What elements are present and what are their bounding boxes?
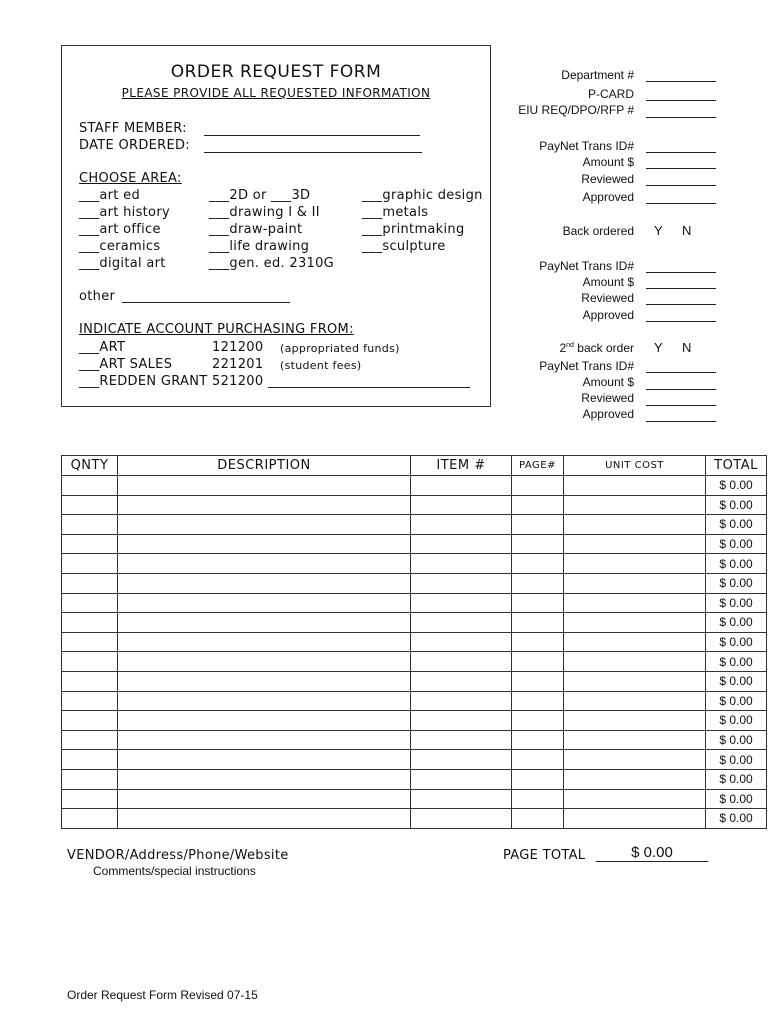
item-cell[interactable] [411,730,512,750]
page-cell[interactable] [512,730,564,750]
col-header-unit-cost: UNIT COST [564,456,706,476]
item-cell[interactable] [411,632,512,652]
vendor-label: VENDOR/Address/Phone/Website [67,848,289,863]
item-cell[interactable] [411,789,512,809]
reviewed-field[interactable] [646,304,716,305]
qnty-cell[interactable] [62,573,118,593]
unit-cost-cell[interactable] [564,476,706,496]
approved-field[interactable] [646,203,716,204]
item-cell[interactable] [411,495,512,515]
unit-cost-cell[interactable] [564,809,706,829]
total-cell: $ 0.00 [706,750,767,770]
total-cell: $ 0.00 [706,671,767,691]
page-cell[interactable] [512,652,564,672]
unit-cost-cell[interactable] [564,515,706,535]
table-row [62,613,767,633]
total-cell: $ 0.00 [706,652,767,672]
unit-cost-cell[interactable] [564,750,706,770]
qnty-cell[interactable] [62,691,118,711]
account-name[interactable]: ___REDDEN GRANT [79,374,208,389]
description-cell[interactable] [118,554,411,574]
amount-field[interactable] [646,288,716,289]
table-row [62,789,767,809]
table-header-row [62,456,767,476]
total-cell: $ 0.00 [706,711,767,731]
page-cell[interactable] [512,613,564,633]
area-option[interactable]: ___metals [362,205,429,220]
description-cell[interactable] [118,476,411,496]
col-header-total: TOTAL [706,456,767,476]
total-cell: $ 0.00 [706,534,767,554]
area-option[interactable]: ___drawing I & II [209,205,320,220]
date-ordered-field[interactable] [204,152,422,153]
page-cell[interactable] [512,691,564,711]
form-subtitle: PLEASE PROVIDE ALL REQUESTED INFORMATION [121,86,431,100]
account-name[interactable]: ___ART SALES [79,357,173,372]
area-option[interactable]: ___gen. ed. 2310G [209,256,335,271]
item-cell[interactable] [411,515,512,535]
item-cell[interactable] [411,652,512,672]
description-cell[interactable] [118,711,411,731]
unit-cost-cell[interactable] [564,554,706,574]
page-total-value: $ 0.00 [596,845,708,862]
total-cell: $ 0.00 [706,691,767,711]
table-row [62,515,767,535]
item-cell[interactable] [411,613,512,633]
second-back-order-number: 2 [559,341,567,355]
department-label: Department # [561,68,634,82]
total-cell: $ 0.00 [706,789,767,809]
paynet-label: PayNet Trans ID# [539,259,634,273]
table-row [62,769,767,789]
area-option[interactable]: ___art ed [79,188,140,203]
table-row [62,691,767,711]
unit-cost-cell[interactable] [564,632,706,652]
item-cell[interactable] [411,476,512,496]
total-cell: $ 0.00 [706,515,767,535]
order-info-box [61,45,491,407]
second-back-order-yes[interactable]: Y [654,340,663,355]
area-option[interactable]: ___life drawing [209,239,310,254]
account-number: 221201 [212,357,264,372]
area-option[interactable]: ___art office [79,222,161,237]
approved-field[interactable] [646,421,716,422]
unit-cost-cell[interactable] [564,789,706,809]
page-cell[interactable] [512,750,564,770]
amount-label: Amount $ [582,275,634,289]
redden-grant-field[interactable] [268,387,470,388]
unit-cost-cell[interactable] [564,593,706,613]
qnty-cell[interactable] [62,476,118,496]
back-ordered-no[interactable]: N [682,223,692,238]
unit-cost-cell[interactable] [564,730,706,750]
page-cell[interactable] [512,515,564,535]
item-cell[interactable] [411,534,512,554]
description-cell[interactable] [118,632,411,652]
order-table [61,455,767,829]
paynet-field[interactable] [646,152,716,153]
area-option[interactable]: ___draw-paint [209,222,303,237]
table-row [62,711,767,731]
qnty-cell[interactable] [62,769,118,789]
description-cell[interactable] [118,750,411,770]
total-cell: $ 0.00 [706,613,767,633]
table-row [62,632,767,652]
approved-field[interactable] [646,321,716,322]
area-option[interactable]: ___sculpture [362,239,446,254]
second-back-order-label [559,341,634,355]
second-back-order-suffix: nd [566,342,574,349]
unit-cost-cell[interactable] [564,573,706,593]
page-cell[interactable] [512,769,564,789]
second-back-order-no[interactable]: N [682,340,692,355]
qnty-cell[interactable] [62,515,118,535]
unit-cost-cell[interactable] [564,613,706,633]
other-field[interactable] [122,302,290,303]
other-label: other [79,289,116,304]
pcard-field[interactable] [646,100,716,101]
account-label: INDICATE ACCOUNT PURCHASING FROM: [79,322,354,337]
item-cell[interactable] [411,750,512,770]
unit-cost-cell[interactable] [564,534,706,554]
qnty-cell[interactable] [62,789,118,809]
qnty-cell[interactable] [62,632,118,652]
area-option[interactable]: ___printmaking [362,222,465,237]
reviewed-field[interactable] [646,185,716,186]
unit-cost-cell[interactable] [564,691,706,711]
paynet-field[interactable] [646,272,716,273]
page-cell[interactable] [512,671,564,691]
item-cell[interactable] [411,573,512,593]
unit-cost-cell[interactable] [564,671,706,691]
description-cell[interactable] [118,652,411,672]
col-header-page: PAGE# [512,456,564,476]
description-cell[interactable] [118,691,411,711]
unit-cost-cell[interactable] [564,769,706,789]
total-cell: $ 0.00 [706,593,767,613]
area-option[interactable]: ___art history [79,205,170,220]
page-cell[interactable] [512,789,564,809]
qnty-cell[interactable] [62,809,118,829]
back-ordered-yes[interactable]: Y [654,223,663,238]
total-cell: $ 0.00 [706,809,767,829]
table-row [62,730,767,750]
area-option[interactable]: ___graphic design [362,188,483,203]
revision-note: Order Request Form Revised 07-15 [67,988,258,1002]
total-cell: $ 0.00 [706,476,767,496]
description-cell[interactable] [118,809,411,829]
staff-member-label: STAFF MEMBER: [79,121,187,136]
table-row [62,671,767,691]
amount-field[interactable] [646,389,716,390]
table-row [62,476,767,496]
second-back-order-text: back order [577,341,634,355]
qnty-cell[interactable] [62,750,118,770]
description-cell[interactable] [118,789,411,809]
account-note: (student fees) [280,359,362,372]
col-header-qnty: QNTY [62,456,118,476]
description-cell[interactable] [118,613,411,633]
amount-field[interactable] [646,168,716,169]
page-cell[interactable] [512,711,564,731]
table-row [62,750,767,770]
page-cell[interactable] [512,534,564,554]
page-cell[interactable] [512,573,564,593]
description-cell[interactable] [118,769,411,789]
table-row [62,809,767,829]
amount-label: Amount $ [582,155,634,169]
total-cell: $ 0.00 [706,769,767,789]
eiu-req-label: EIU REQ/DPO/RFP # [518,103,634,117]
page-cell[interactable] [512,476,564,496]
qnty-cell[interactable] [62,554,118,574]
item-cell[interactable] [411,691,512,711]
back-ordered-label: Back ordered [562,224,634,238]
department-field[interactable] [646,81,716,82]
account-note: (appropriated funds) [280,342,400,355]
reviewed-label: Reviewed [581,172,634,186]
approved-label: Approved [582,407,634,421]
account-name[interactable]: ___ART [79,340,126,355]
reviewed-label: Reviewed [581,391,634,405]
item-cell[interactable] [411,671,512,691]
approved-label: Approved [582,190,634,204]
pcard-label: P-CARD [587,87,634,101]
reviewed-field[interactable] [646,405,716,406]
table-row [62,573,767,593]
table-row [62,534,767,554]
paynet-field[interactable] [646,372,716,373]
item-cell[interactable] [411,593,512,613]
description-cell[interactable] [118,495,411,515]
total-cell: $ 0.00 [706,554,767,574]
approved-label: Approved [582,308,634,322]
page-cell[interactable] [512,495,564,515]
comments-label: Comments/special instructions [93,864,256,878]
description-cell[interactable] [118,593,411,613]
page-cell[interactable] [512,593,564,613]
item-cell[interactable] [411,554,512,574]
page-total-label: PAGE TOTAL [503,848,586,863]
paynet-label: PayNet Trans ID# [539,139,634,153]
area-option[interactable]: ___ceramics [79,239,161,254]
col-header-item: ITEM # [411,456,512,476]
qnty-cell[interactable] [62,711,118,731]
table-row [62,495,767,515]
reviewed-label: Reviewed [581,291,634,305]
total-cell: $ 0.00 [706,730,767,750]
eiu-req-field[interactable] [646,117,716,118]
qnty-cell[interactable] [62,671,118,691]
table-row [62,652,767,672]
description-cell[interactable] [118,730,411,750]
table-row [62,554,767,574]
total-cell: $ 0.00 [706,632,767,652]
item-cell[interactable] [411,769,512,789]
page-cell[interactable] [512,554,564,574]
qnty-cell[interactable] [62,534,118,554]
item-cell[interactable] [411,711,512,731]
unit-cost-cell[interactable] [564,652,706,672]
col-header-description: DESCRIPTION [118,456,411,476]
date-ordered-label: DATE ORDERED: [79,138,190,153]
total-cell: $ 0.00 [706,573,767,593]
total-cell: $ 0.00 [706,495,767,515]
unit-cost-cell[interactable] [564,495,706,515]
item-cell[interactable] [411,809,512,829]
amount-label: Amount $ [582,375,634,389]
description-cell[interactable] [118,671,411,691]
description-cell[interactable] [118,534,411,554]
area-option[interactable]: ___2D or ___3D [209,188,311,203]
choose-area-label: CHOOSE AREA: [79,171,182,186]
form-title: ORDER REQUEST FORM [170,62,382,82]
qnty-cell[interactable] [62,593,118,613]
qnty-cell[interactable] [62,730,118,750]
area-option[interactable]: ___digital art [79,256,166,271]
paynet-label: PayNet Trans ID# [539,359,634,373]
account-number: 121200 [212,340,264,355]
unit-cost-cell[interactable] [564,711,706,731]
qnty-cell[interactable] [62,652,118,672]
qnty-cell[interactable] [62,613,118,633]
page-cell[interactable] [512,632,564,652]
qnty-cell[interactable] [62,495,118,515]
description-cell[interactable] [118,515,411,535]
page-cell[interactable] [512,809,564,829]
table-row [62,593,767,613]
description-cell[interactable] [118,573,411,593]
account-number: 521200 [212,374,264,389]
staff-member-field[interactable] [204,135,420,136]
